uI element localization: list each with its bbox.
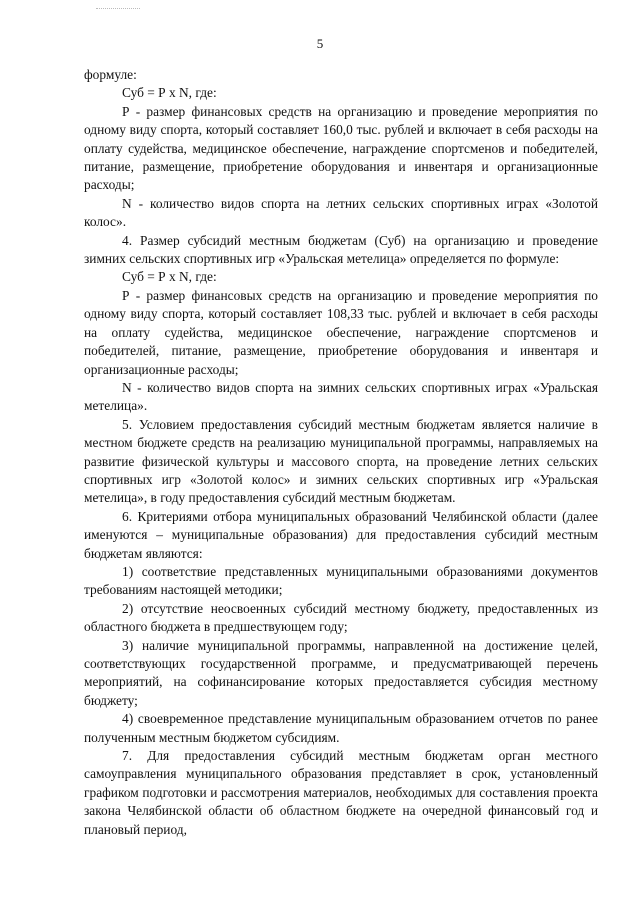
paragraph: 2) отсутствие неосвоенных субсидий местному бюджету, предоставленных из областного бюджета в предшествующем году;	[84, 600, 598, 635]
paragraph: N - количество видов спорта на летних сельских спортивных играх «Золотой колос».	[84, 195, 598, 230]
paragraph: формуле:	[84, 67, 137, 82]
paragraph: 5. Условием предоставления субсидий местным бюджетам является наличие в местном бюджете средств на реализацию муниципальной программы, направляемых на развитие физической культуры и массового спорта, на проведение летних сельских спортивных игр «Золотой колос» и зимних сельских спортивных игр «Уральская метелица», в году предоставления субсидий местным бюджетам.	[84, 416, 598, 506]
paragraph: 6. Критериями отбора муниципальных образований Челябинской области (далее именуются – муниципальные образования) для предоставления субсидий местным бюджетам являются:	[84, 508, 598, 561]
paragraph: Суб = Р х N, где:	[122, 269, 217, 285]
page-number: 5	[316, 36, 324, 51]
paragraph: 3) наличие муниципальной программы, направленной на достижение целей, соответствующих государственной программе, и предусматривающей перечень мероприятий, на софинансирование которых предоставляется субсидия местному бюджету;	[84, 637, 598, 708]
paragraph: 4) своевременное представление муниципальным образованием отчетов по ранее полученным местным бюджетом субсидиям.	[84, 711, 598, 745]
paragraph: 7. Для предоставления субсидий местным бюджетам орган местного самоуправления муниципального образования представляет в срок, установленный графиком подготовки и рассмотрения материалов, необходимых для составления проекта закона Челябинской области об областном бюджете на очередной финансовый год и плановый период,	[84, 748, 598, 837]
paragraph: Суб = Р х N, где:	[122, 85, 217, 101]
paragraph: 4. Размер субсидий местным бюджетам (Суб) на организацию и проведение зимних сельских спортивных игр «Уральская метелица» определяется по формуле:	[84, 232, 598, 267]
scan-mark	[96, 8, 140, 10]
paragraph: 1) соответствие представленных муниципальными образованиями документов требованиям настоящей методики;	[84, 563, 598, 598]
paragraph: Р - размер финансовых средств на организацию и проведение мероприятия по одному виду спорта, который составляет 160,0 тыс. рублей и включает в себя расходы на оплату судейства, медицинское обеспечение, награждение спортсменов и победителей, питание, размещение, приобретение оборудования и инвентаря и организационные расходы;	[84, 103, 598, 193]
paragraph: Р - размер финансовых средств на организацию и проведение мероприятия по одному виду спорта, который составляет 108,33 тыс. рублей и включает в себя расходы на оплату судейства, медицинское обеспечение, награждение спортсменов и победителей, питание, размещение, приобретение оборудования и инвентаря и организационные расходы;	[84, 287, 598, 377]
paragraph: N - количество видов спорта на зимних сельских спортивных играх «Уральская метелица».	[84, 379, 598, 414]
document-body	[84, 66, 598, 839]
